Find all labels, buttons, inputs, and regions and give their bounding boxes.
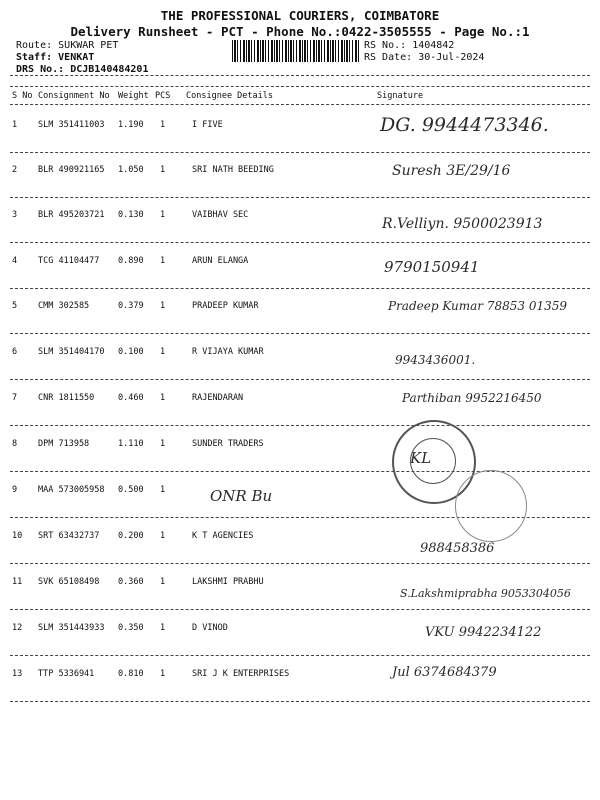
route-value: SUKWAR PET	[58, 40, 119, 51]
cell-sno: 8	[12, 439, 18, 449]
divider	[10, 104, 590, 105]
cell-pcs: 1	[160, 577, 166, 587]
staff-line	[16, 52, 94, 63]
cell-sno: 6	[12, 347, 18, 357]
divider	[10, 86, 590, 87]
col-header-signature: Signature	[377, 91, 424, 101]
cell-pcs: 1	[160, 165, 166, 175]
row-divider	[10, 197, 590, 198]
row-divider	[10, 379, 590, 380]
cell-weight: 1.190	[118, 120, 144, 130]
cell-signature: S.Lakshmiprabha 9053304056	[400, 587, 571, 600]
cell-sno: 5	[12, 301, 18, 311]
cell-pcs: 1	[160, 120, 166, 130]
cell-consignee: SUNDER TRADERS	[192, 439, 264, 449]
cell-signature: 988458386	[420, 541, 495, 556]
cell-sno: 10	[12, 531, 23, 541]
cell-pcs: 1	[160, 210, 166, 220]
cell-consignee: SRI J K ENTERPRISES	[192, 669, 290, 679]
rs-date-label: RS Date:	[364, 52, 413, 63]
faint-stamp	[455, 470, 527, 542]
cell-weight: 0.350	[118, 623, 144, 633]
cell-consignment-no: CMM 302585	[38, 301, 90, 311]
cell-consignment-no: DPM 713958	[38, 439, 90, 449]
col-header-sno: S No	[12, 91, 33, 101]
cell-sno: 12	[12, 623, 23, 633]
cell-pcs: 1	[160, 669, 166, 679]
cell-sno: 3	[12, 210, 18, 220]
cell-weight: 0.360	[118, 577, 144, 587]
cell-sno: 9	[12, 485, 18, 495]
cell-consignment-no: BLR 495203721	[38, 210, 105, 220]
row-divider	[10, 288, 590, 289]
rs-no-label: RS No.:	[364, 40, 407, 51]
cell-consignment-no: TTP 5336941	[38, 669, 95, 679]
cell-signature: KL	[410, 449, 432, 467]
row-divider	[10, 655, 590, 656]
drs-value: DCJB140484201	[70, 64, 149, 75]
staff-value: VENKAT	[58, 52, 95, 63]
col-header-weight: Weight	[118, 91, 149, 101]
runsheet-subtitle: Delivery Runsheet - PCT - Phone No.:0422-3505555 - Page No.:1	[70, 24, 530, 39]
cell-pcs: 1	[160, 301, 166, 311]
rs-date-value: 30-Jul-2024	[418, 52, 485, 63]
cell-weight: 0.200	[118, 531, 144, 541]
barcode-image	[232, 40, 360, 62]
cell-consignment-no: CNR 1811550	[38, 393, 95, 403]
cell-sno: 1	[12, 120, 18, 130]
drs-label: DRS No.:	[16, 64, 65, 75]
cell-signature: Parthiban 9952216450	[402, 391, 542, 405]
row-divider	[10, 701, 590, 702]
cell-weight: 0.379	[118, 301, 144, 311]
row-divider	[10, 425, 590, 426]
route-label: Route:	[16, 40, 53, 51]
drs-line	[16, 64, 148, 75]
route-line	[16, 40, 118, 51]
cell-signature: R.Velliyn. 9500023913	[382, 216, 543, 232]
cell-signature: Suresh 3E/29/16	[392, 163, 511, 179]
cell-consignment-no: SLM 351443933	[38, 623, 105, 633]
divider	[10, 75, 590, 76]
cell-signature: VKU 9942234122	[425, 625, 542, 640]
col-header-pcs: PCS	[155, 91, 171, 101]
cell-consignee: SRI NATH BEEDING	[192, 165, 274, 175]
cell-sno: 7	[12, 393, 18, 403]
cell-consignee: LAKSHMI PRABHU	[192, 577, 264, 587]
col-header-consignee: Consignee Details	[186, 91, 273, 101]
cell-pcs: 1	[160, 256, 166, 266]
cell-weight: 0.500	[118, 485, 144, 495]
cell-sno: 13	[12, 669, 23, 679]
cell-weight: 1.050	[118, 165, 144, 175]
cell-signature: Pradeep Kumar 78853 01359	[388, 299, 568, 313]
rs-no-value: 1404842	[412, 40, 455, 51]
cell-consignee: K T AGENCIES	[192, 531, 254, 541]
cell-pcs: 1	[160, 485, 166, 495]
cell-consignee: R VIJAYA KUMAR	[192, 347, 264, 357]
cell-consignee: RAJENDARAN	[192, 393, 244, 403]
cell-consignee: ARUN ELANGA	[192, 256, 249, 266]
row-divider	[10, 333, 590, 334]
company-title: THE PROFESSIONAL COURIERS, COIMBATORE	[160, 8, 440, 23]
row-divider	[10, 609, 590, 610]
cell-weight: 0.130	[118, 210, 144, 220]
rs-date-line	[364, 52, 484, 63]
cell-signature: ONR Bu	[210, 487, 273, 505]
cell-weight: 0.100	[118, 347, 144, 357]
row-divider	[10, 563, 590, 564]
cell-pcs: 1	[160, 623, 166, 633]
cell-consignee: PRADEEP KUMAR	[192, 301, 259, 311]
cell-weight: 0.890	[118, 256, 144, 266]
cell-pcs: 1	[160, 393, 166, 403]
cell-weight: 0.460	[118, 393, 144, 403]
staff-label: Staff:	[16, 52, 53, 63]
cell-pcs: 1	[160, 531, 166, 541]
cell-pcs: 1	[160, 439, 166, 449]
cell-consignee: I FIVE	[192, 120, 223, 130]
cell-weight: 0.810	[118, 669, 144, 679]
cell-consignment-no: MAA 573005958	[38, 485, 105, 495]
cell-signature: 9790150941	[384, 258, 480, 276]
row-divider	[10, 242, 590, 243]
cell-weight: 1.110	[118, 439, 144, 449]
rs-no-line	[364, 40, 454, 51]
cell-consignment-no: SLM 351404170	[38, 347, 105, 357]
cell-consignment-no: SRT 63432737	[38, 531, 100, 541]
cell-signature: 9943436001.	[395, 353, 476, 367]
cell-sno: 11	[12, 577, 23, 587]
cell-consignee: VAIBHAV SEC	[192, 210, 249, 220]
cell-consignee: D VINOD	[192, 623, 228, 633]
cell-consignment-no: SVK 65108498	[38, 577, 100, 587]
cell-consignment-no: BLR 490921165	[38, 165, 105, 175]
cell-pcs: 1	[160, 347, 166, 357]
cell-sno: 4	[12, 256, 18, 266]
cell-signature: Jul 6374684379	[392, 665, 497, 680]
cell-signature: DG. 9944473346.	[380, 114, 549, 136]
col-header-consignment: Consignment No	[38, 91, 110, 101]
cell-sno: 2	[12, 165, 18, 175]
row-divider	[10, 152, 590, 153]
cell-consignment-no: TCG 41104477	[38, 256, 100, 266]
cell-consignment-no: SLM 351411003	[38, 120, 105, 130]
